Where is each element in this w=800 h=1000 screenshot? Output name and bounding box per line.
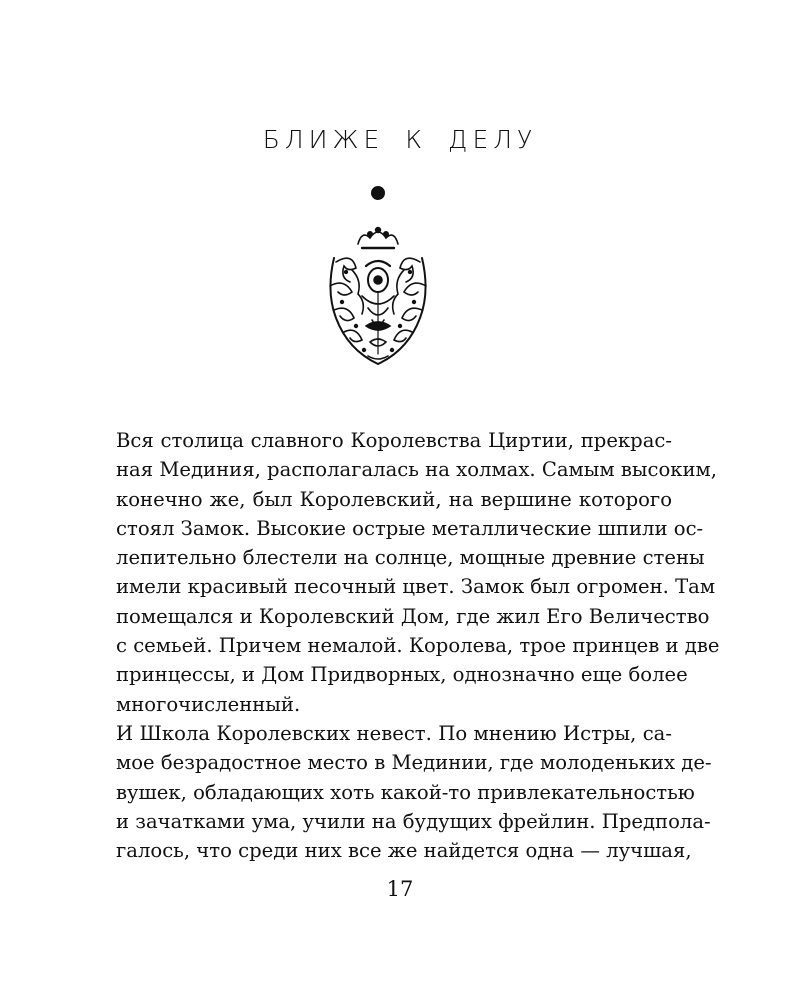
text-line: Вся столица славного Королевства Циртии, прекрас- <box>116 429 672 452</box>
text-line: галось, что среди них все же найдется одна — лучшая, <box>116 839 692 863</box>
text-line: с семьей. Причем немалой. Королева, трое принцев и две <box>116 634 720 658</box>
heraldic-emblem-icon <box>322 222 434 368</box>
text-line: ная Мединия, располагалась на холмах. Самым высоким, <box>116 458 718 482</box>
bullet-ornament-icon <box>371 186 385 200</box>
text-line: имели красивый песочный цвет. Замок был огромен. Там <box>116 575 716 599</box>
chapter-title: БЛИЖЕ К ДЕЛУ <box>262 125 538 154</box>
text-line: мое безрадостное место в Мединии, где молоденьких де- <box>116 751 712 775</box>
paragraph-2 <box>116 719 712 865</box>
chapter-body-text <box>116 426 720 865</box>
page-number: 17 <box>386 877 414 901</box>
text-line: помещался и Королевский Дом, где жил Его Величество <box>116 604 710 628</box>
text-line: вушек, обладающих хоть какой-то привлекательностью <box>116 780 695 804</box>
text-line: и зачатками ума, учили на будущих фрейлин. Предпола- <box>116 809 711 833</box>
text-line: принцессы, и Дом Придворных, однозначно еще более <box>116 663 688 687</box>
text-line: лепительно блестели на солнце, мощные древние стены <box>116 546 705 570</box>
text-line: стоял Замок. Высокие острые металлические шпили ос- <box>116 516 704 540</box>
text-line: И Школа Королевских невест. По мнению Истры, са- <box>116 721 672 745</box>
paragraph-1 <box>116 426 720 719</box>
text-line: многочисленный. <box>116 692 301 716</box>
text-line: конечно же, был Королевский, на вершине которого <box>116 487 672 511</box>
